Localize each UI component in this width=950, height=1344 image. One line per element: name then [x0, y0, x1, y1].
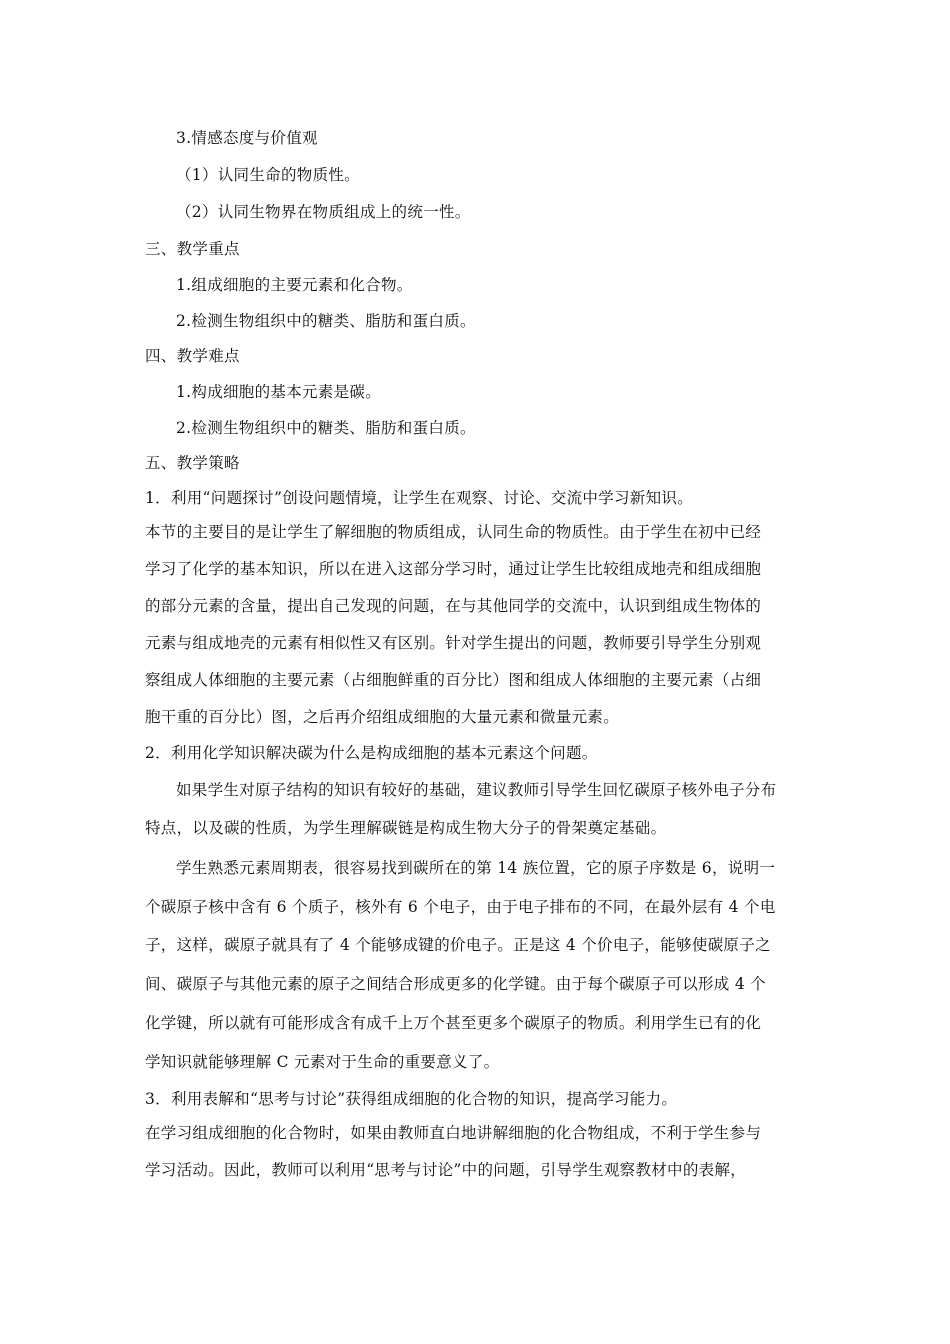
section-heading-key-points: 三、教学重点: [145, 240, 240, 258]
strategy-2-para1-line: 特点，以及碳的性质，为学生理解碳链是构成生物大分子的骨架奠定基础。: [145, 819, 667, 837]
strategy-2-para2-line: 间、碳原子与其他元素的原子之间结合形成更多的化学键。由于每个碳原子可以形成 4 个: [145, 975, 767, 993]
strategy-2-para2-line: 个碳原子核中含有 6 个质子，核外有 6 个电子，由于电子排布的不同，在最外层有 4 个电: [145, 898, 776, 916]
strategy-3-heading: 3．利用表解和“思考与讨论”获得组成细胞的化合物的知识，提高学习能力。: [145, 1090, 678, 1108]
section-heading-strategies: 五、教学策略: [145, 454, 240, 472]
strategy-1-line: 本节的主要目的是让学生了解细胞的物质组成，认同生命的物质性。由于学生在初中已经: [145, 523, 762, 541]
key-point-2: 2.检测生物组织中的糖类、脂肪和蛋白质。: [176, 312, 476, 330]
attitude-heading: 3.情感态度与价值观: [176, 129, 318, 147]
strategy-2-para2-line: 化学键，所以就有可能形成含有成千上万个甚至更多个碳原子的物质。利用学生已有的化: [145, 1014, 762, 1032]
strategy-2-para2-line: 学知识就能够理解 C 元素对于生命的重要意义了。: [145, 1053, 500, 1071]
strategy-3-line: 学习活动。因此，教师可以利用“思考与讨论”中的问题，引导学生观察教材中的表解，: [145, 1161, 747, 1179]
difficulty-1: 1.构成细胞的基本元素是碳。: [176, 383, 381, 401]
attitude-item-2: （2）认同生物界在物质组成上的统一性。: [176, 203, 471, 221]
key-point-1: 1.组成细胞的主要元素和化合物。: [176, 276, 413, 294]
strategy-2-para1-line: 如果学生对原子结构的知识有较好的基础，建议教师引导学生回忆碳原子核外电子分布: [176, 781, 777, 799]
strategy-2-heading: 2．利用化学知识解决碳为什么是构成细胞的基本元素这个问题。: [145, 744, 598, 762]
strategy-1-line: 胞干重的百分比）图，之后再介绍组成细胞的大量元素和微量元素。: [145, 708, 620, 726]
strategy-1-line: 的部分元素的含量，提出自己发现的问题，在与其他同学的交流中，认识到组成生物体的: [145, 597, 762, 615]
strategy-1-line: 察组成人体细胞的主要元素（占细胞鲜重的百分比）图和组成人体细胞的主要元素（占细: [145, 671, 762, 689]
strategy-3-line: 在学习组成细胞的化合物时，如果由教师直白地讲解细胞的化合物组成，不利于学生参与: [145, 1124, 762, 1142]
difficulty-2: 2.检测生物组织中的糖类、脂肪和蛋白质。: [176, 419, 476, 437]
strategy-2-para2-line: 子，这样，碳原子就具有了 4 个能够成键的价电子。正是这 4 个价电子，能够使碳原子之: [145, 936, 771, 954]
strategy-2-para2-line: 学生熟悉元素周期表，很容易找到碳所在的第 14 族位置，它的原子序数是 6，说明一: [176, 859, 776, 877]
section-heading-difficulties: 四、教学难点: [145, 347, 240, 365]
strategy-1-line: 学习了化学的基本知识，所以在进入这部分学习时，通过让学生比较组成地壳和组成细胞: [145, 560, 762, 578]
strategy-1-line: 元素与组成地壳的元素有相似性又有区别。针对学生提出的问题，教师要引导学生分别观: [145, 634, 762, 652]
attitude-item-1: （1）认同生命的物质性。: [176, 166, 360, 184]
strategy-1-heading: 1．利用“问题探讨”创设问题情境，让学生在观察、讨论、交流中学习新知识。: [145, 489, 694, 507]
